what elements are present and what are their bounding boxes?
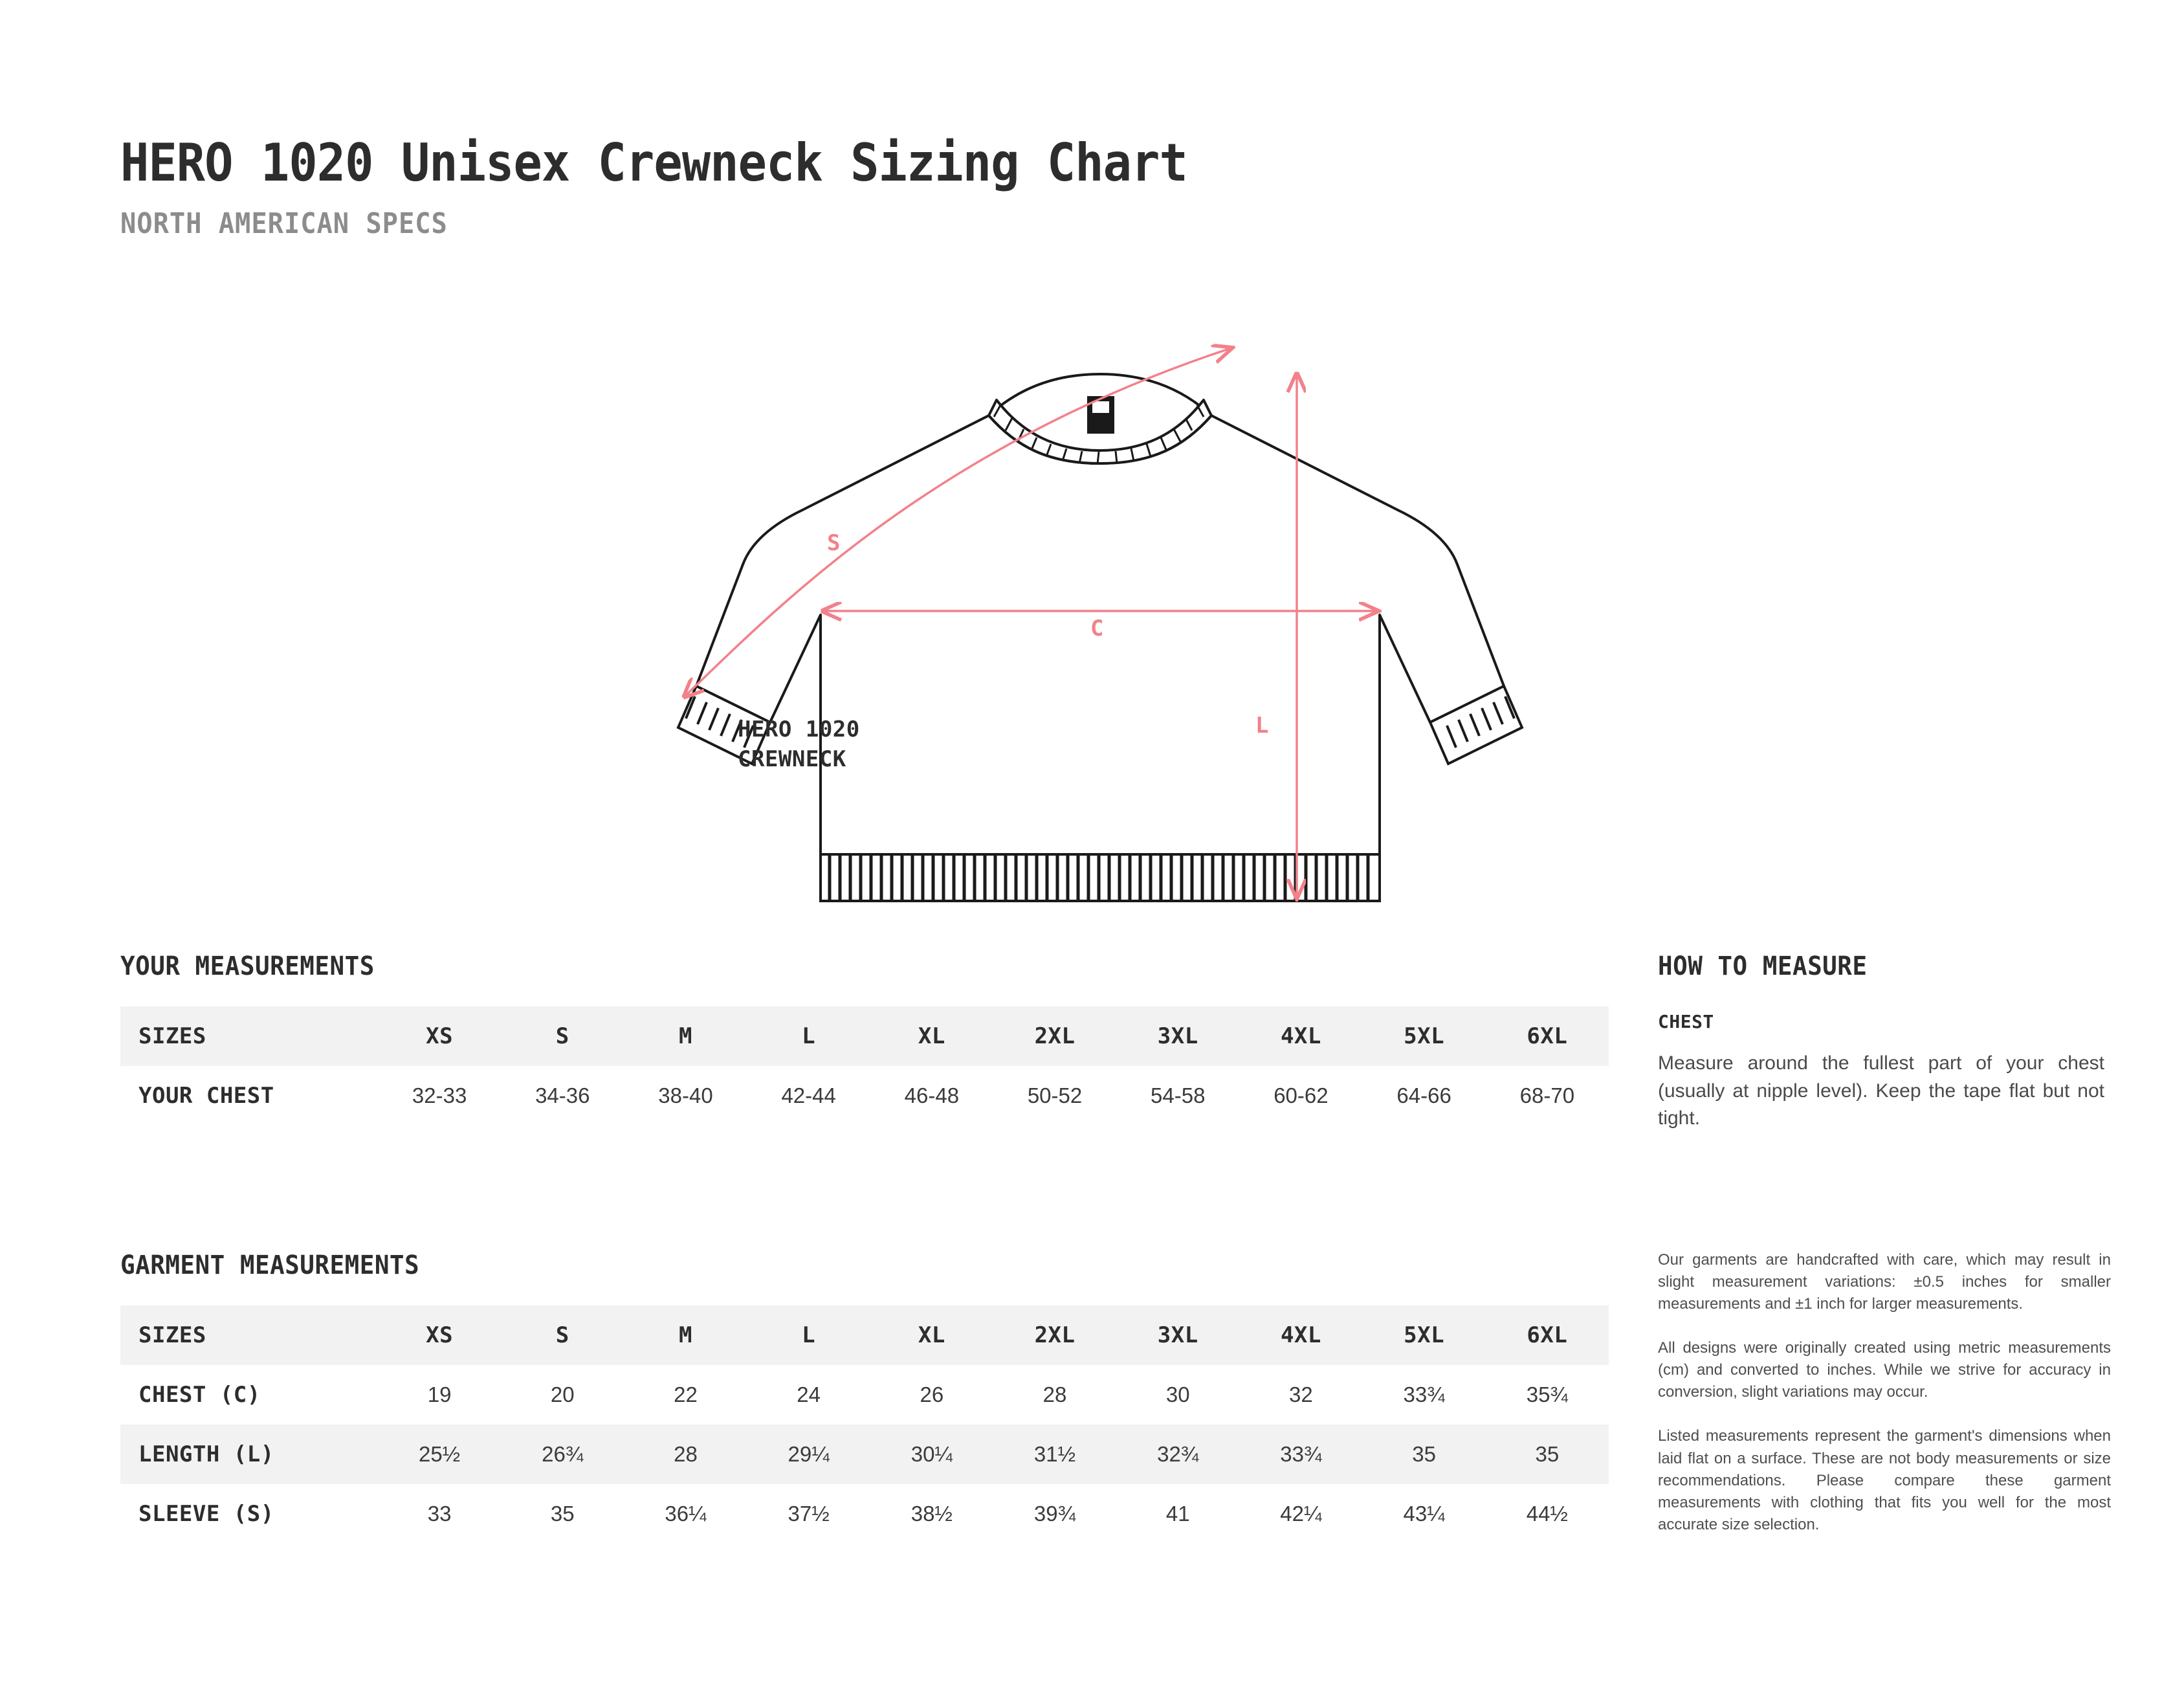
svg-text:S: S	[827, 530, 841, 556]
cell-your-chest-4xl: 60-62	[1239, 1066, 1362, 1126]
page-header	[120, 133, 1803, 240]
column-header-xs: XS	[378, 1305, 501, 1365]
svg-text:L: L	[1255, 713, 1269, 738]
page-title: HERO 1020 Unisex Crewneck Sizing Chart	[120, 133, 1187, 193]
cell-sleeve-m: 36¼	[624, 1484, 747, 1544]
cell-your-chest-5xl: 64-66	[1363, 1066, 1486, 1126]
column-header-l: L	[747, 1006, 870, 1066]
cell-sleeve-xs: 33	[378, 1484, 501, 1544]
row-label-sleeve: SLEEVE (S)	[120, 1484, 378, 1544]
column-header-xs: XS	[378, 1006, 501, 1066]
column-header-m: M	[624, 1305, 747, 1365]
cell-chest-xl: 26	[870, 1365, 993, 1425]
column-header-3xl: 3XL	[1116, 1006, 1239, 1066]
cell-chest-2xl: 28	[993, 1365, 1116, 1425]
column-header-4xl: 4XL	[1239, 1305, 1362, 1365]
cell-sleeve-l: 37½	[747, 1484, 870, 1544]
cell-length-s: 26¾	[501, 1425, 624, 1484]
note-variations: Our garments are handcrafted with care, which may result in slight measurement variations: ±0.5 inches for smaller measurements and ±1 inch for larger measurements.	[1658, 1251, 2111, 1313]
notes-block	[1658, 1249, 2111, 1558]
note-metric-conversion: All designs were originally created using metric measurements (cm) and converted to inches. While we strive for accuracy in conversion, slight variations may occur.	[1658, 1339, 2111, 1401]
column-header-2xl: 2XL	[993, 1006, 1116, 1066]
table-header-row	[120, 1006, 1609, 1066]
cell-sleeve-2xl: 39¾	[993, 1484, 1116, 1544]
cell-chest-3xl: 30	[1116, 1365, 1239, 1425]
column-header-m: M	[624, 1006, 747, 1066]
cell-your-chest-xl: 46-48	[870, 1066, 993, 1126]
column-header-5xl: 5XL	[1363, 1006, 1486, 1066]
cell-your-chest-s: 34-36	[501, 1066, 624, 1126]
table-row	[120, 1484, 1609, 1544]
column-header-6xl: 6XL	[1486, 1305, 1609, 1365]
column-header-6xl: 6XL	[1486, 1006, 1609, 1066]
chest-instructions: Measure around the fullest part of your chest (usually at nipple level). Keep the tape flat but not tight.	[1658, 1052, 2104, 1129]
table-row	[120, 1066, 1609, 1126]
column-header-sizes: SIZES	[120, 1305, 378, 1365]
cell-length-5xl: 35	[1363, 1425, 1486, 1484]
column-header-l: L	[747, 1305, 870, 1365]
cell-chest-s: 20	[501, 1365, 624, 1425]
column-header-s: S	[501, 1305, 624, 1365]
garment-measurements-heading: GARMENT MEASUREMENTS	[120, 1250, 420, 1280]
column-header-4xl: 4XL	[1239, 1006, 1362, 1066]
cell-your-chest-6xl: 68-70	[1486, 1066, 1609, 1126]
column-header-3xl: 3XL	[1116, 1305, 1239, 1365]
table-row	[120, 1365, 1609, 1425]
illustration-label-line1: HERO 1020	[738, 716, 860, 742]
your-measurements-heading: YOUR MEASUREMENTS	[120, 951, 375, 981]
cell-length-l: 29¼	[747, 1425, 870, 1484]
page-subtitle: NORTH AMERICAN SPECS	[120, 207, 448, 240]
cell-sleeve-6xl: 44½	[1486, 1484, 1609, 1544]
svg-text:C: C	[1090, 616, 1104, 641]
column-header-sizes: SIZES	[120, 1006, 378, 1066]
cell-length-xl: 30¼	[870, 1425, 993, 1484]
cell-chest-4xl: 32	[1239, 1365, 1362, 1425]
cell-length-xs: 25½	[378, 1425, 501, 1484]
cell-length-2xl: 31½	[993, 1425, 1116, 1484]
cell-sleeve-xl: 38½	[870, 1484, 993, 1544]
cell-length-m: 28	[624, 1425, 747, 1484]
cell-sleeve-s: 35	[501, 1484, 624, 1544]
cell-sleeve-3xl: 41	[1116, 1484, 1239, 1544]
your-measurements-table	[120, 1006, 1609, 1126]
illustration-label	[738, 715, 860, 775]
illustration-label-line2: CREWNECK	[738, 746, 846, 772]
row-label-your-chest: YOUR CHEST	[120, 1066, 378, 1126]
table-row	[120, 1425, 1609, 1484]
cell-your-chest-m: 38-40	[624, 1066, 747, 1126]
table-header-row	[120, 1305, 1609, 1365]
cell-your-chest-2xl: 50-52	[993, 1066, 1116, 1126]
cell-length-3xl: 32¾	[1116, 1425, 1239, 1484]
chest-subheading: CHEST	[1658, 1011, 1714, 1032]
note-flat-measurements: Listed measurements represent the garment's dimensions when laid flat on a surface. These are not body measurements or size recommendations. Please compare these garment measurements with clothing that fits you well for the most accurate size selection.	[1658, 1427, 2111, 1533]
how-to-measure-heading: HOW TO MEASURE	[1658, 951, 1868, 981]
cell-chest-5xl: 33¾	[1363, 1365, 1486, 1425]
column-header-2xl: 2XL	[993, 1305, 1116, 1365]
cell-sleeve-5xl: 43¼	[1363, 1484, 1486, 1544]
cell-your-chest-3xl: 54-58	[1116, 1066, 1239, 1126]
cell-sleeve-4xl: 42¼	[1239, 1484, 1362, 1544]
column-header-s: S	[501, 1006, 624, 1066]
row-label-chest: CHEST (C)	[120, 1365, 378, 1425]
cell-chest-m: 22	[624, 1365, 747, 1425]
cell-chest-xs: 19	[378, 1365, 501, 1425]
cell-length-6xl: 35	[1486, 1425, 1609, 1484]
garment-measurements-table	[120, 1305, 1609, 1544]
cell-length-4xl: 33¾	[1239, 1425, 1362, 1484]
column-header-xl: XL	[870, 1006, 993, 1066]
cell-chest-6xl: 35¾	[1486, 1365, 1609, 1425]
column-header-5xl: 5XL	[1363, 1305, 1486, 1365]
column-header-xl: XL	[870, 1305, 993, 1365]
cell-your-chest-xs: 32-33	[378, 1066, 501, 1126]
cell-your-chest-l: 42-44	[747, 1066, 870, 1126]
cell-chest-l: 24	[747, 1365, 870, 1425]
row-label-length: LENGTH (L)	[120, 1425, 378, 1484]
crewneck-illustration	[569, 337, 1631, 919]
